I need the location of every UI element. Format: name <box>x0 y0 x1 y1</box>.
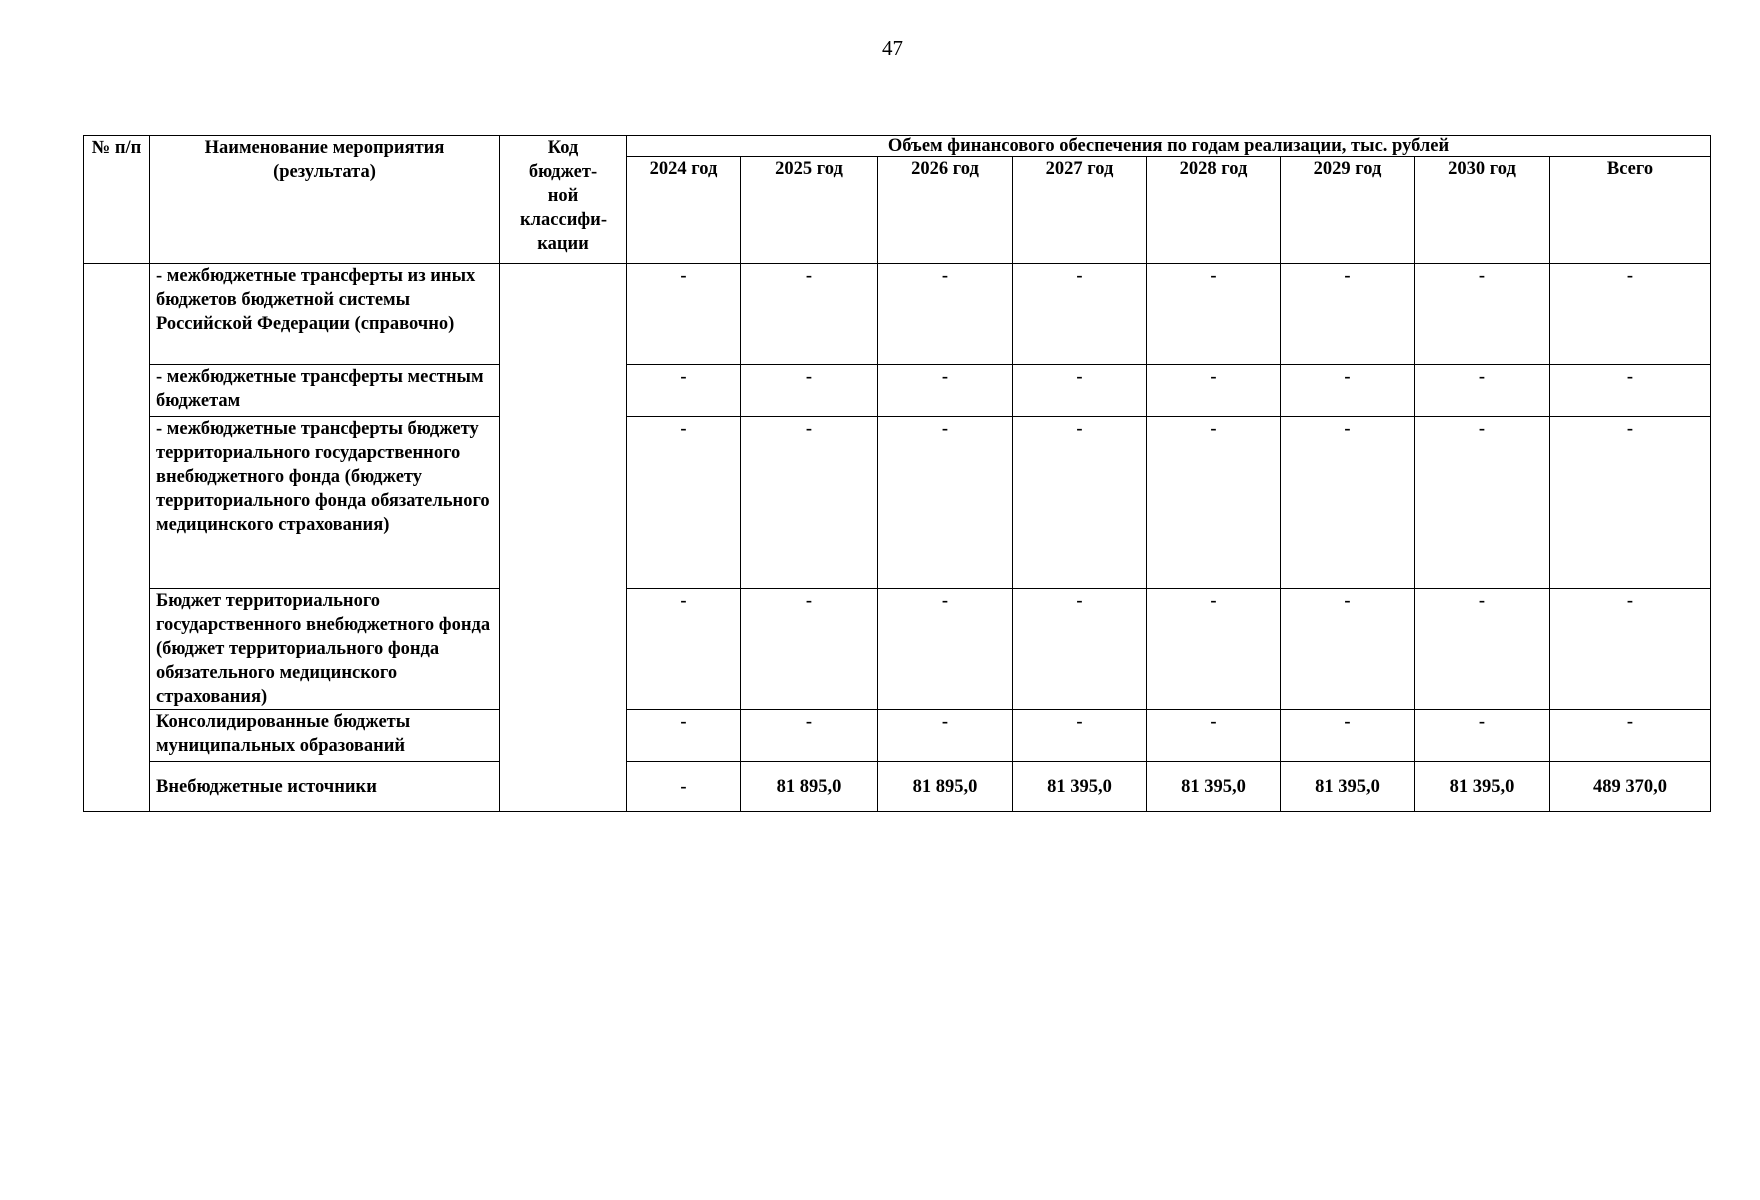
row-name: - межбюджетные трансферты из иных бюджетов бюджетной системы Российской Федерации (справочно) <box>150 264 500 365</box>
num-cell <box>84 264 150 812</box>
table-row <box>84 264 1711 365</box>
value-cell: - <box>741 710 878 762</box>
value-cell: 81 895,0 <box>741 762 878 812</box>
value-cell: - <box>1415 417 1550 589</box>
value-cell: - <box>1013 264 1147 365</box>
header-total: Всего <box>1550 157 1711 264</box>
value-cell: - <box>1281 365 1415 417</box>
row-name: Консолидированные бюджеты муниципальных образований <box>150 710 500 762</box>
value-cell: 489 370,0 <box>1550 762 1711 812</box>
value-cell: - <box>878 417 1013 589</box>
header-row-top <box>84 136 1711 157</box>
value-cell: - <box>741 417 878 589</box>
value-cell: - <box>627 417 741 589</box>
value-cell: 81 395,0 <box>1013 762 1147 812</box>
value-cell: - <box>627 264 741 365</box>
value-cell: 81 895,0 <box>878 762 1013 812</box>
value-cell: - <box>1550 589 1711 710</box>
value-cell: - <box>741 365 878 417</box>
value-cell: 81 395,0 <box>1415 762 1550 812</box>
row-name: - межбюджетные трансферты бюджету территориального государственного внебюджетного фонда (бюджету территориального фонда обязательного медицинского страхования) <box>150 417 500 589</box>
value-cell: - <box>878 264 1013 365</box>
table-row <box>84 710 1711 762</box>
value-cell: - <box>1147 710 1281 762</box>
header-year-2028: 2028 год <box>1147 157 1281 264</box>
header-year-2026: 2026 год <box>878 157 1013 264</box>
value-cell: - <box>1147 365 1281 417</box>
value-cell: - <box>627 762 741 812</box>
value-cell: - <box>878 710 1013 762</box>
value-cell: - <box>1415 710 1550 762</box>
value-cell: - <box>1147 264 1281 365</box>
value-cell: - <box>1147 417 1281 589</box>
value-cell: - <box>1550 264 1711 365</box>
value-cell: - <box>627 365 741 417</box>
row-name: - межбюджетные трансферты местным бюджетам <box>150 365 500 417</box>
value-cell: - <box>1550 417 1711 589</box>
value-cell: - <box>1013 710 1147 762</box>
value-cell: - <box>878 365 1013 417</box>
value-cell: - <box>741 589 878 710</box>
value-cell: - <box>1281 710 1415 762</box>
row-name: Бюджет территориального государственного внебюджетного фонда (бюджет территориального фонда обязательного медицинского страхования) <box>150 589 500 710</box>
value-cell: 81 395,0 <box>1281 762 1415 812</box>
table-row <box>84 417 1711 589</box>
value-cell: - <box>1281 417 1415 589</box>
value-cell: - <box>1013 589 1147 710</box>
value-cell: - <box>627 589 741 710</box>
value-cell: - <box>1415 589 1550 710</box>
value-cell: - <box>627 710 741 762</box>
table-row <box>84 365 1711 417</box>
value-cell: - <box>878 589 1013 710</box>
value-cell: - <box>1550 710 1711 762</box>
header-funding-group: Объем финансового обеспечения по годам реализации, тыс. рублей <box>627 136 1711 157</box>
page-number: 47 <box>882 36 903 60</box>
header-year-2030: 2030 год <box>1415 157 1550 264</box>
code-cell <box>500 264 627 812</box>
value-cell: - <box>1415 365 1550 417</box>
header-code: Код бюджет-ной классифи-кации <box>500 136 627 264</box>
header-year-2025: 2025 год <box>741 157 878 264</box>
value-cell: 81 395,0 <box>1147 762 1281 812</box>
header-name: Наименование мероприятия (результата) <box>150 136 500 264</box>
header-year-2029: 2029 год <box>1281 157 1415 264</box>
value-cell: - <box>1013 417 1147 589</box>
table-row <box>84 762 1711 812</box>
value-cell: - <box>1415 264 1550 365</box>
value-cell: - <box>1013 365 1147 417</box>
header-year-2024: 2024 год <box>627 157 741 264</box>
value-cell: - <box>1147 589 1281 710</box>
header-year-2027: 2027 год <box>1013 157 1147 264</box>
table-row <box>84 589 1711 710</box>
value-cell: - <box>1550 365 1711 417</box>
header-num: № п/п <box>84 136 150 264</box>
funding-table <box>83 135 1711 812</box>
value-cell: - <box>741 264 878 365</box>
row-name: Внебюджетные источники <box>150 762 500 812</box>
value-cell: - <box>1281 264 1415 365</box>
value-cell: - <box>1281 589 1415 710</box>
